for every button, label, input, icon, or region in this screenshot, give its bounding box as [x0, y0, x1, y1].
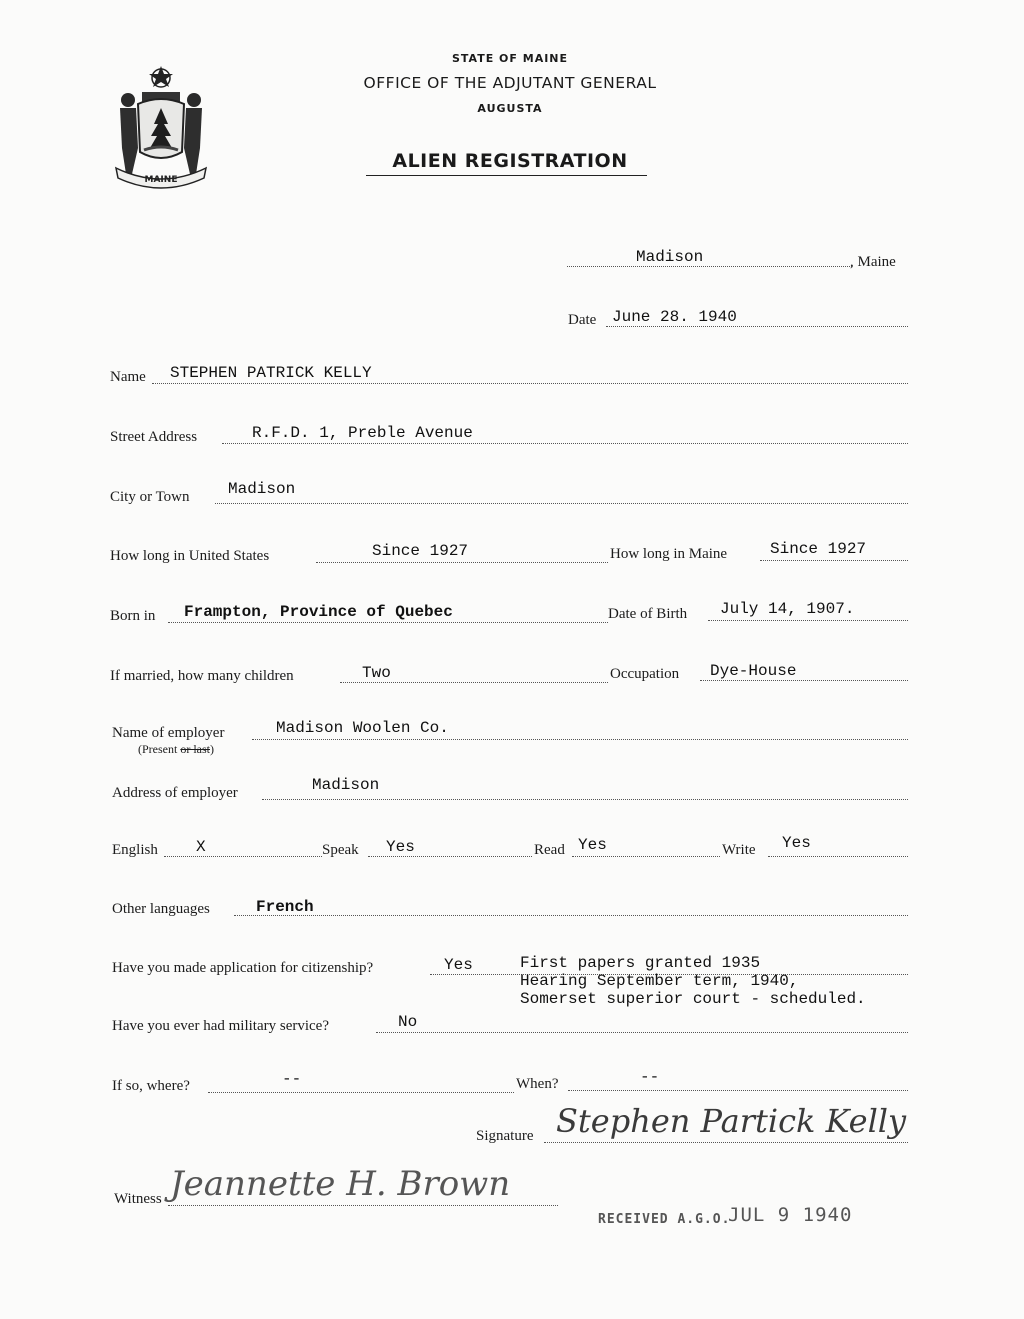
other-languages-line [234, 915, 908, 916]
maine-time-label: How long in Maine [610, 546, 728, 562]
applicant-signature: Stephen Partick Kelly [556, 1102, 907, 1140]
place-suffix: , Maine [850, 254, 896, 270]
born-label: Born in [110, 608, 156, 624]
street-line [222, 443, 908, 444]
place-line [567, 266, 852, 267]
read-line [572, 856, 720, 857]
read-value: Yes [578, 836, 607, 854]
citizenship-note-2: Hearing September term, 1940, [520, 972, 799, 990]
street-value: R.F.D. 1, Preble Avenue [252, 424, 473, 442]
write-line [768, 856, 908, 857]
occupation-line [700, 680, 908, 681]
employer-line [252, 739, 908, 740]
witness-label: Witness [114, 1191, 162, 1207]
signature-line [544, 1142, 908, 1143]
citizenship-value: Yes [444, 956, 473, 974]
children-line [340, 682, 608, 683]
street-label: Street Address [110, 429, 198, 445]
when-label: When? [516, 1076, 559, 1092]
maine-time-line [760, 560, 908, 561]
city-line [215, 503, 908, 504]
employer-sublabel: (Present or last) [138, 742, 214, 756]
other-languages-value: French [256, 898, 314, 916]
employer-address-value: Madison [312, 776, 380, 794]
born-value: Frampton, Province of Quebec [184, 603, 453, 621]
witness-line [168, 1205, 558, 1206]
where-label: If so, where? [112, 1078, 190, 1094]
name-label: Name [110, 369, 146, 385]
employer-value: Madison Woolen Co. [276, 719, 449, 737]
maine-time-value: Since 1927 [770, 540, 867, 558]
city-label: City or Town [110, 489, 190, 505]
form-title: ALIEN REGISTRATION [392, 150, 628, 172]
military-line [376, 1032, 908, 1033]
date-line [606, 326, 908, 327]
where-line [208, 1092, 514, 1093]
english-line [164, 856, 322, 857]
date-label: Date [568, 312, 597, 328]
born-line [168, 622, 608, 623]
employer-label: Name of employer [112, 725, 225, 741]
maine-state-seal [108, 64, 214, 190]
read-label: Read [534, 842, 565, 858]
dob-line [708, 620, 908, 621]
citizenship-note-1: First papers granted 1935 [520, 954, 761, 972]
occupation-label: Occupation [610, 666, 680, 682]
write-value: Yes [782, 834, 811, 852]
speak-label: Speak [322, 842, 359, 858]
english-value: X [196, 838, 206, 856]
speak-value: Yes [386, 838, 415, 856]
us-time-line [316, 562, 608, 563]
us-time-label: How long in United States [110, 548, 270, 564]
header-city: AUGUSTA [477, 102, 543, 115]
header-state: STATE OF MAINE [451, 52, 569, 65]
english-label: English [112, 842, 158, 858]
children-label: If married, how many children [110, 668, 294, 684]
place-value: Madison [636, 248, 704, 266]
witness-signature: Jeannette H. Brown [170, 1164, 511, 1204]
military-label: Have you ever had military service? [112, 1018, 329, 1034]
where-value: -- [282, 1070, 302, 1088]
received-stamp-date: JUL 9 1940 [728, 1204, 853, 1226]
citizenship-note-3: Somerset superior court - scheduled. [520, 990, 866, 1008]
dob-label: Date of Birth [608, 606, 688, 622]
dob-value: July 14, 1907. [720, 600, 855, 618]
received-stamp-text: RECEIVED A.G.O. [598, 1212, 731, 1227]
write-label: Write [722, 842, 756, 858]
other-languages-label: Other languages [112, 901, 210, 917]
signature-label: Signature [476, 1128, 534, 1144]
header-office: OFFICE OF THE ADJUTANT GENERAL [363, 74, 657, 92]
name-value: STEPHEN PATRICK KELLY [170, 364, 372, 382]
when-line [568, 1090, 908, 1091]
employer-address-line [262, 799, 908, 800]
children-value: Two [362, 664, 391, 682]
when-value: -- [640, 1068, 660, 1086]
military-value: No [398, 1013, 418, 1031]
speak-line [368, 856, 532, 857]
date-value: June 28. 1940 [612, 308, 737, 326]
title-underline [366, 175, 647, 176]
seal-ribbon-text: MAINE [144, 175, 178, 185]
occupation-value: Dye-House [710, 662, 797, 680]
us-time-value: Since 1927 [372, 542, 469, 560]
name-line [152, 383, 908, 384]
citizenship-label: Have you made application for citizenship? [112, 960, 374, 976]
employer-address-label: Address of employer [112, 785, 238, 801]
city-value: Madison [228, 480, 296, 498]
